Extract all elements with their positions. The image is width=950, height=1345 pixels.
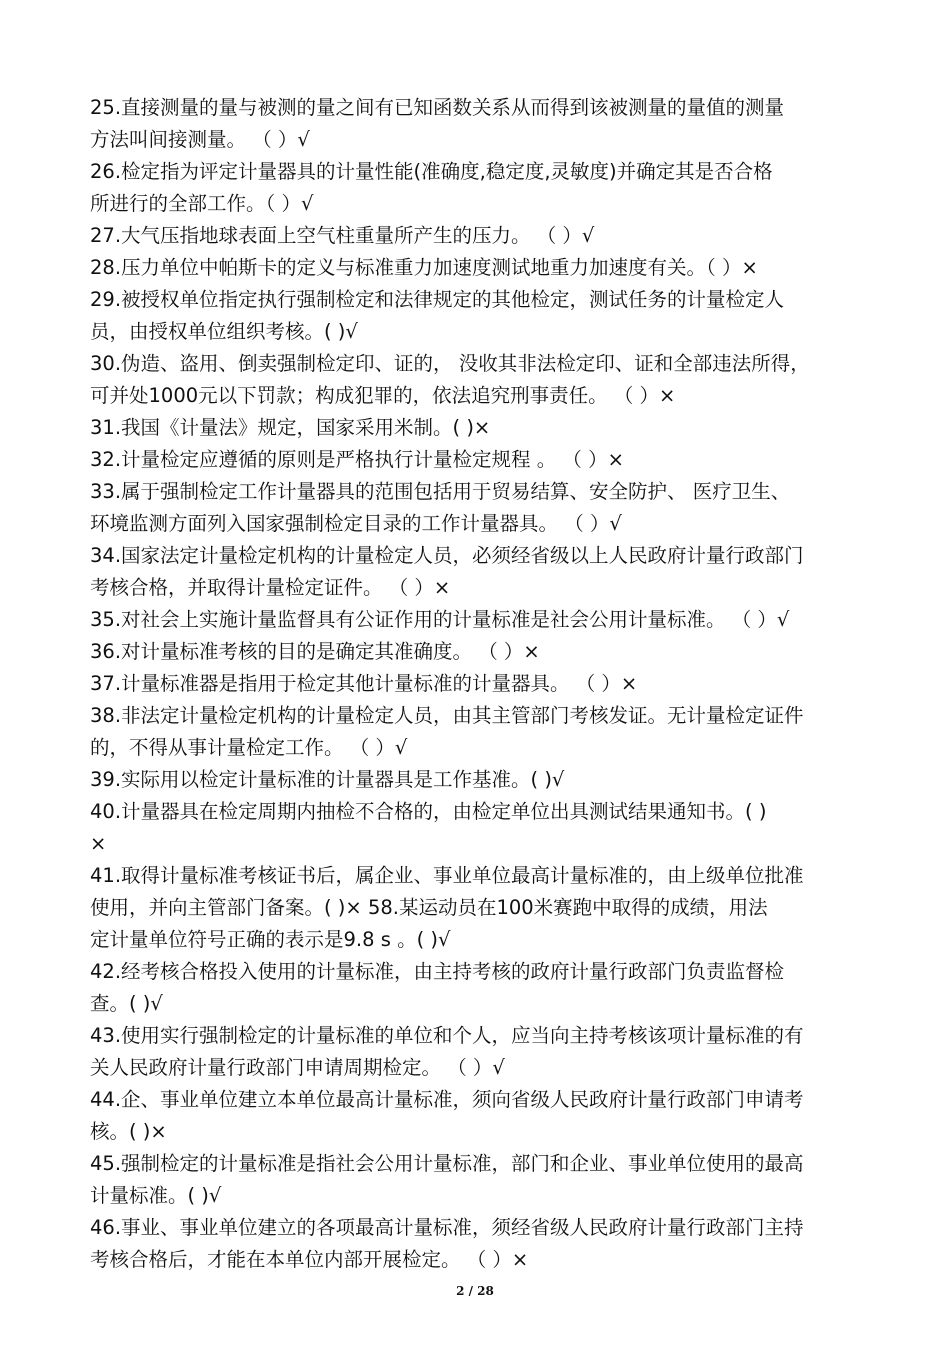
text-line: 33.属于强制检定工作计量器具的范围包括用于贸易结算、安全防护、 医疗卫生、 xyxy=(90,480,791,503)
text-line: 35.对社会上实施计量监督具有公证作用的计量标准是社会公用计量标准。 （ ）√ xyxy=(90,608,790,631)
text-line: 环境监测方面列入国家强制检定目录的工作计量器具。 （ ）√ xyxy=(90,512,622,535)
text-line: 方法叫间接测量。 （ ）√ xyxy=(90,128,310,151)
text-line: 考核合格，并取得计量检定证件。 （ ）× xyxy=(90,576,451,599)
text-line: 45.强制检定的计量标准是指社会公用计量标准，部门和企业、事业单位使用的最高 xyxy=(90,1152,804,1175)
text-line: 核。( )× xyxy=(90,1120,167,1143)
text-line: 26.检定指为评定计量器具的计量性能(准确度,稳定度,灵敏度)并确定其是否合格 xyxy=(90,160,773,183)
text-line: 37.计量标准器是指用于检定其他计量标准的计量器具。 （ ）× xyxy=(90,672,638,695)
text-line: 28.压力单位中帕斯卡的定义与标准重力加速度测试地重力加速度有关。（ ）× xyxy=(90,256,758,279)
text-line: 31.我国《计量法》规定，国家采用米制。( )× xyxy=(90,416,491,439)
text-line: 32.计量检定应遵循的原则是严格执行计量检定规程 。 （ ）× xyxy=(90,448,624,471)
text-line: 43.使用实行强制检定的计量标准的单位和个人，应当向主持考核该项计量标准的有 xyxy=(90,1024,804,1047)
text-line: 46.事业、事业单位建立的各项最高计量标准，须经省级人民政府计量行政部门主持 xyxy=(90,1216,804,1239)
text-line: 关人民政府计量行政部门申请周期检定。 （ ）√ xyxy=(90,1056,505,1079)
text-line: 查。( )√ xyxy=(90,992,163,1015)
text-line: 可并处1000元以下罚款；构成犯罪的，依法追究刑事责任。 （ ）× xyxy=(90,384,676,407)
text-line: 41.取得计量标准考核证书后，属企业、事业单位最高计量标准的，由上级单位批准 xyxy=(90,864,804,887)
text-line: 25.直接测量的量与被测的量之间有已知函数关系从而得到该被测量的量值的测量 xyxy=(90,96,785,119)
text-line: 使用，并向主管部门备案。( )× 58.某运动员在100米赛跑中取得的成绩，用法 xyxy=(90,896,768,919)
text-line: 所进行的全部工作。（ ）√ xyxy=(90,192,314,215)
page-number: 2 / 28 xyxy=(456,1284,494,1298)
text-line: 42.经考核合格投入使用的计量标准，由主持考核的政府计量行政部门负责监督检 xyxy=(90,960,785,983)
text-line: 39.实际用以检定计量标准的计量器具是工作基准。( )√ xyxy=(90,768,565,791)
text-line: 考核合格后，才能在本单位内部开展检定。 （ ）× xyxy=(90,1248,529,1271)
text-line: 44.企、事业单位建立本单位最高计量标准，须向省级人民政府计量行政部门申请考 xyxy=(90,1088,804,1111)
text-line: 的，不得从事计量检定工作。 （ ）√ xyxy=(90,736,408,759)
text-line: 员，由授权单位组织考核。( )√ xyxy=(90,320,358,343)
text-line: × xyxy=(90,832,107,855)
text-line: 定计量单位符号正确的表示是9.8 s 。( )√ xyxy=(90,928,451,951)
text-line: 计量标准。( )√ xyxy=(90,1184,222,1207)
text-line: 36.对计量标准考核的目的是确定其准确度。 （ ）× xyxy=(90,640,540,663)
text-line: 40.计量器具在检定周期内抽检不合格的，由检定单位出具测试结果通知书。( ) xyxy=(90,800,767,823)
text-line: 38.非法定计量检定机构的计量检定人员，由其主管部门考核发证。无计量检定证件 xyxy=(90,704,804,727)
text-line: 27.大气压指地球表面上空气柱重量所产生的压力。 （ ）√ xyxy=(90,224,595,247)
text-line: 29.被授权单位指定执行强制检定和法律规定的其他检定，测试任务的计量检定人 xyxy=(90,288,785,311)
text-line: 34.国家法定计量检定机构的计量检定人员，必须经省级以上人民政府计量行政部门 xyxy=(90,544,804,567)
question-list xyxy=(90,92,908,1276)
text-line: 30.伪造、盗用、倒卖强制检定印、证的， 没收其非法检定印、证和全部违法所得， xyxy=(90,352,810,375)
